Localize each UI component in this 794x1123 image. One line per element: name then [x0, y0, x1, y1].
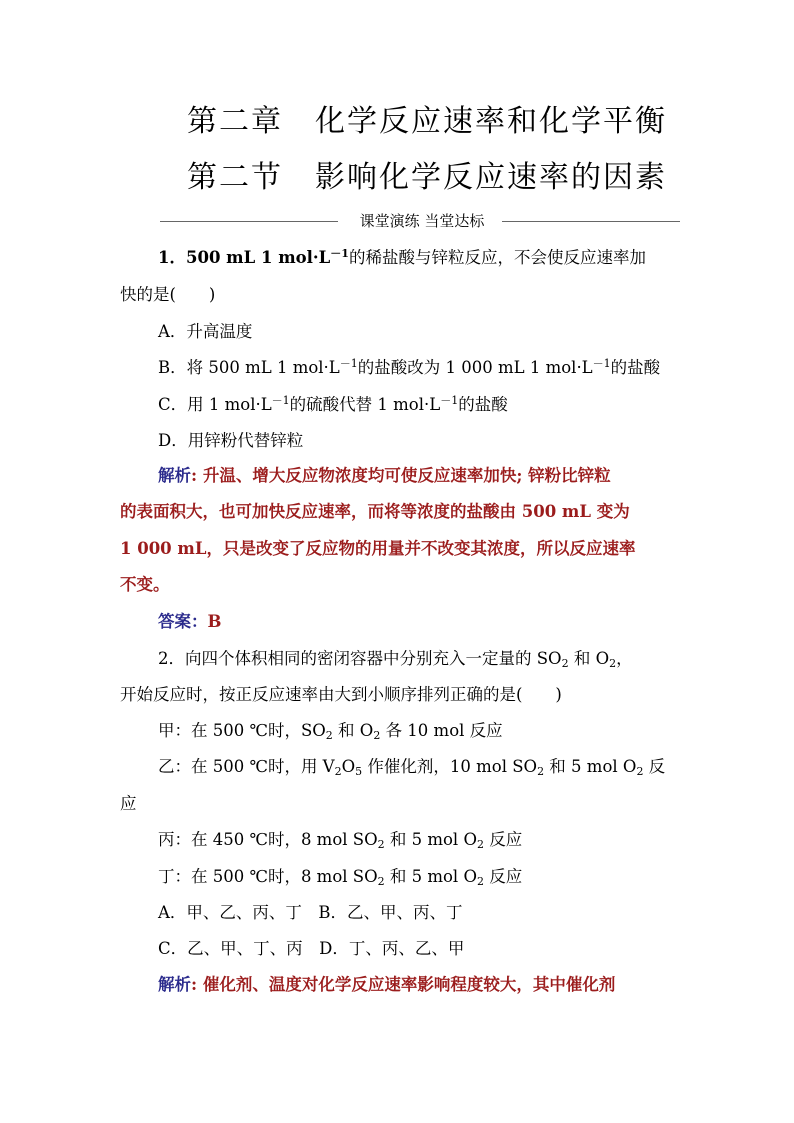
q2-stem-line1: 2．向四个体积相同的密闭容器中分别充入一定量的 $SO_2$ 和 $O_2$，	[158, 649, 633, 670]
q2-item-jia: 甲：在 500 ℃时，$SO_2$ 和 $O_2$ 各 10 mol 反应	[158, 721, 503, 742]
section-divider	[160, 210, 680, 232]
q2-analysis-line1: 解析: 催化剂、温度对化学反应速率影响程度较大，其中催化剂	[158, 975, 616, 994]
q2-item-yi: 乙：在 500 ℃时，用 $V_2O_5$ 作催化剂，10 mol $SO_2$ 和 5 mol $O_2$ 反	[158, 757, 666, 778]
q1-stem-line2: 快的是( )	[120, 285, 216, 304]
q1-analysis-line2: 的表面积大，也可加快反应速率，而将等浓度的盐酸由 500 mL 变为	[120, 502, 630, 521]
q2-options-cd: C．乙、甲、丁、丙 D．丁、丙、乙、甲	[158, 939, 465, 958]
analysis-label: 解析	[158, 466, 191, 485]
divider-right-line	[502, 221, 680, 222]
section-title: 第二节 影响化学反应速率的因素	[187, 160, 667, 195]
q1-option-a: A．升高温度	[158, 322, 253, 341]
q2-item-bing: 丙：在 450 ℃时，8 mol $SO_2$ 和 5 mol $O_2$ 反应	[158, 830, 523, 851]
q1-analysis-line1: 解析: 升温、增大反应物浓度均可使反应速率加快; 锌粉比锌粒	[158, 466, 611, 485]
divider-label: 课堂演练 当堂达标	[359, 212, 485, 230]
q2-options-ab: A．甲、乙、丙、丁 B．乙、甲、丙、丁	[158, 903, 463, 922]
q1-stem-line1: 1．500 mL 1 $mol\cdot L^{-1}$的稀盐酸与锌粒反应，不会使反应速率加	[158, 247, 646, 267]
q2-item-ding: 丁：在 500 ℃时，8 mol $SO_2$ 和 5 mol $O_2$ 反应	[158, 867, 523, 888]
q2-stem-line2: 开始反应时，按正反应速率由大到小顺序排列正确的是( )	[120, 685, 562, 704]
q1-analysis-line3: 1 000 mL，只是改变了反应物的用量并不改变其浓度，所以反应速率	[120, 539, 636, 558]
q1-option-d: D．用锌粉代替锌粒	[158, 431, 304, 450]
q2-item-yi-cont: 应	[120, 794, 137, 813]
divider-left-line	[160, 221, 338, 222]
chapter-title: 第二章 化学反应速率和化学平衡	[187, 104, 667, 139]
q1-analysis-line4: 不变。	[120, 575, 170, 594]
q1-option-b: B．将 500 mL 1 $mol\cdot L^{-1}$的盐酸改为 1 000 mL 1 $mol\cdot L^{-1}$的盐酸	[158, 357, 661, 377]
q1-option-c: C．用 1 $mol\cdot L^{-1}$的硫酸代替 1 $mol\cdot L^{-1}$的盐酸	[158, 394, 508, 414]
q1-answer: 答案：B	[158, 612, 222, 631]
